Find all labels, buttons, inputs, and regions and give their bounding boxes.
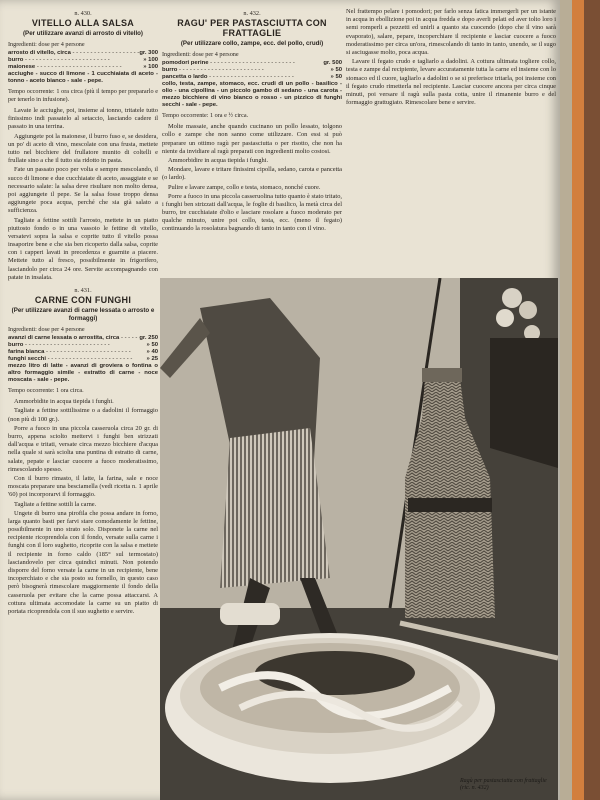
ingredient-row: pomodori perine - - - gr. 500 [162, 60, 342, 67]
ingredients-label: Ingredienti: dose per 4 persone [8, 325, 85, 333]
recipe-step: Fate un passato poco per volta e sempre mescolando, il succo di limone e due cucchiaiate di aceto, assaggiate e se necessario salate: la salsa deve risultare non molto densa, poi aggiungete il pepe. Se la salsa fosse troppo densa aggiungete poca acqua, perché che sia già salato a sufficienza. [8, 166, 158, 215]
recipe-step: Tagliate a fettine sottilissime o a dadolini il formaggio (non più di 100 gr.). [8, 407, 158, 423]
recipe-number: n. 431. [74, 287, 92, 295]
recipe-step: Lavate le acciughe, poi, insieme al tonno, tritatele tutto finissimo indi passatelo al setaccio, lasciando cadere il passato in una terrina. [8, 107, 158, 131]
recipe-number: n. 430. [74, 10, 92, 17]
ingredient-row: maionese - - - » 100 [8, 64, 158, 71]
recipe-432-continued-column [346, 8, 556, 108]
recipe-step: Lavare il fegato crudo e tagliarlo a dadolini. A cottura ultimata togliere collo, testa e zampe dal recipiente, levare accuratamente tutta la carne ed insieme con lo stomaco ed il cuore, tagliarlo a dadolini o se si preferisce tritarla, poi insieme con il fegato crudo rimetterla nel recipiente. Lasciar cuocere ancora per circa cinque minuti, poi versare il ragù sulla pasta cotta, unire il rimanente burro e del formaggio grattugiato. Rimescolare bene e servire. [346, 58, 556, 107]
recipe-step: Porre a fuoco in una piccola casseruolina tutto quanto è stato tritato, i funghi ben strizzati dall'acqua, le foglie di basilico, la metà circa del burro, tre cucchiaiate d'olio e lasciare rosolare a fuoco moderato per qualche minuto, unire poi collo, testa, ecc. (meno il fegato) continuando la rosolatura bagnando di tanto in tanto con il vino. [162, 192, 342, 233]
ingredient-row: burro - - - » 50 [162, 67, 342, 74]
page-edge [560, 0, 572, 800]
photo-caption: Ragù per pastasciutta con frattaglie (ric. n. 432) [460, 778, 547, 792]
ingredients-extra: mezzo litro di latte - avanzi di groviera o fontina o altro formaggio simile - estratto di carne - noce moscata - sale - pepe. [8, 363, 158, 384]
recipe-subtitle: (Per utilizzare avanzi di carne lessata o arrosto e formaggi) [11, 306, 155, 322]
page-edge [584, 0, 600, 800]
recipe-step: Ammorbidite in acqua tiepida i funghi. [14, 398, 114, 406]
ingredients-label: Ingredienti: dose per 4 persone [8, 40, 85, 48]
recipe-number: n. 432. [243, 10, 261, 17]
recipe-title: RAGU' PER PASTASCIUTTA CON FRATTAGLIE [177, 18, 327, 38]
ingredient-row: funghi secchi - - - » 25 [8, 356, 158, 363]
recipe-step: Nel frattempo pelare i pomodori; per farlo senza fatica immergerli per un istante in acqua in ebollizione poi in acqua fredda e dopo averli pelati ed aver tolto loro i semi romperli a pezzetti ed unirli a quanto sta cuocendo (dopo che il vino sarà evaporato), salare, pepare, incoperchiare il recipiente e lasciar cuocere a fuoco moderatissimo per circa un'ora, rimescolando di tanto in tanto, unendo, se il sugo si asciugasse molto, poca acqua. [346, 8, 556, 56]
recipe-title: VITELLO ALLA SALSA [31, 18, 135, 29]
ingredient-row: farina bianca - - - » 40 [8, 349, 158, 356]
recipe-step: Con il burro rimasto, il latte, la farina, sale e noce moscata preparare una besciamella (vedi ricetta n. 1 aprile '60) poi incorporarvi il formaggio. [8, 474, 158, 499]
recipe-430-431-column [8, 8, 158, 617]
time-required: Tempo occorrente: 1 ora circa (più il tempo per prepararlo e per tenerlo in infusione). [8, 88, 158, 104]
ingredients-extra: collo, testa, zampe, stomaco, ecc. crudi di un pollo - basilico - olio - una cipollina - un piccolo gambo di sedano - una carota - mezzo bicchiere di vino bianco o rosso - un pizzico di funghi secchi - sale - pepe. [162, 80, 342, 109]
recipe-step: Porre a fuoco in una piccola casseruola circa 20 gr. di burro, appena sciolto mettervi i funghi ben strizzati dall'acqua e tritati, versate circa mezzo bicchiere d'acqua nella quale si sarà sciolta una puntina di estratto di carne, salate, pepate e lasciar cuocere a fuoco moderatissimo, rimescolando spesso. [8, 424, 158, 473]
ingredients-label: Ingredienti: dose per 4 persone [162, 50, 239, 58]
page-edge [572, 0, 584, 800]
recipe-step: Ammorbidire in acqua tiepida i funghi. [168, 156, 269, 164]
ingredient-row: burro - - - » 50 [8, 342, 158, 349]
dish-illustration [160, 278, 558, 800]
recipe-title: CARNE CON FUNGHI [34, 295, 132, 306]
ingredient-row: arrosto di vitello, circa - - - gr. 300 [8, 50, 158, 57]
time-required: Tempo occorrente: 1 ora circa. [8, 387, 84, 395]
recipe-step: Aggiungete poi la maionese, il burro fuso e, se desidera, un po' di aceto di vino, mescolate con una frusta, mettete tutto nel bicchiere del frullatore munito di coltelli e frullate sino a che il tutto sia ridotto in pasta. [8, 132, 158, 165]
recipe-step: Tagliate a fettine sottili la carne. [14, 500, 97, 508]
dish-photo [160, 278, 558, 800]
time-required: Tempo occorrente: 1 ora e ½ circa. [162, 112, 249, 120]
ingredient-row: pancetta o lardo - - - » 50 [162, 74, 342, 81]
recipe-step: Pulire e lavare zampe, collo e testa, stomaco, nonché cuore. [168, 183, 321, 191]
ingredient-row: burro - - - » 100 [8, 57, 158, 64]
recipe-subtitle: (Per utilizzare avanzi di arrosto di vitello) [23, 29, 143, 37]
ingredients-extra: acciughe - succo di limone - 1 cucchiaiata di aceto - tonno - aceto bianco - sale - pepe. [8, 71, 158, 85]
recipe-step: Ungete di burro una pirofila che possa andare in forno, larga quanto basti per farvi stare comodamente le fettine, possibilmente in uno strato solo. Disponete la carne nel recipiente ricoprendola con il fondo, versate sulla carne i funghi con il loro sughetto, ricoprite con la salsa e mettete il recipiente in forno caldo (185° sul termostato) lasciandovelo per circa quindici minuti. Non potendo disporre del forno versate la carne in un recipiente, bene incoperchiato e che sia posto su fornello, in questo caso però bisognerà rimescolare maggiormente il fondo della casseruola per evitare che la carne possa attaccarsi. A cottura ultimata accomodate la carne su un piatto di portata ricoprendola con il suo sughetto e servire. [8, 509, 158, 615]
recipe-step: Mondare, lavare e tritare finissimi cipolla, sedano, carota e pancetta (o lardo). [162, 166, 342, 182]
recipe-subtitle: (Per utilizzare collo, zampe, ecc. del pollo, crudi) [180, 39, 324, 47]
recipe-432-column [162, 8, 342, 235]
recipe-step: Molte massaie, anche quando cucinano un pollo lessato, tolgono collo e zampe che non sanno come utilizzare. Con essi si può preparare un ottimo ragù per pastasciutta o per risotto, che non ha niente da invidiare al ragù preparati con ingredienti molto costosi. [162, 123, 342, 155]
recipe-step: Tagliate a fettine sottili l'arrosto, mettete in un piatto piuttosto fondo o in una vassoio le fettine di vitello, versatevi sopra la salsa e coprite tutto il vitello possa insaporire bene e che sia ben ricoperto dalla salsa, coprite con i capperi lavati in precedenza e guarnite a piacere. Mettete tutto al fresco, possibilmente in frigorifero, lasciandolo per circa 24 ore. Servite accompagnando con patate in insalata. [8, 216, 158, 281]
ingredient-row: avanzi di carne lessata o arrostita, circa - - - gr. 250 [8, 335, 158, 342]
